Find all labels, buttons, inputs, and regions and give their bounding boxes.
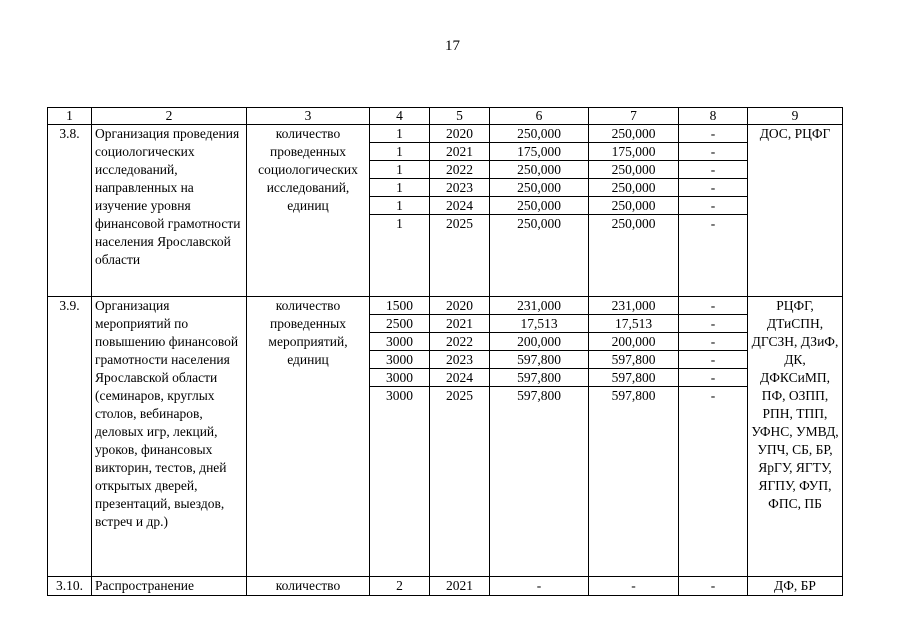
dash-value: - bbox=[679, 161, 747, 179]
executors: РЦФГ, ДТиСПН, ДГСЗН, ДЗиФ, ДК, ДФКСиМП, ПФ, ОЗПП, РПН, ТПП, УФНС, УМВД, УПЧ, СБ, БР, ЯрГУ, ЯГТУ, ЯГПУ, ФУП, ФПС, ПБ bbox=[748, 297, 843, 577]
quantity-value: 2 bbox=[370, 577, 430, 596]
dash-cell bbox=[679, 297, 748, 577]
table-row bbox=[48, 125, 843, 297]
column-header: 8 bbox=[679, 108, 748, 125]
dash-value: - bbox=[679, 351, 747, 369]
amount-value: 250,000 bbox=[490, 179, 588, 197]
dash-value: - bbox=[710, 216, 716, 231]
item-indicator: количество проведенных социологических исследований, единиц bbox=[247, 125, 370, 297]
quantity-value: 1500 bbox=[370, 297, 429, 315]
quantity-cell bbox=[370, 125, 430, 297]
amount-value: - bbox=[490, 577, 589, 596]
year-value: 2020 bbox=[430, 125, 489, 143]
year-value: 2022 bbox=[430, 333, 489, 351]
amount-value: 175,000 bbox=[589, 143, 678, 161]
amount-value: 200,000 bbox=[589, 333, 678, 351]
amount-cell bbox=[589, 297, 679, 577]
item-number: 3.10. bbox=[48, 577, 92, 596]
dash-value: - bbox=[710, 388, 716, 403]
year-cell bbox=[430, 297, 490, 577]
dash-value: - bbox=[679, 297, 747, 315]
year-value: 2021 bbox=[430, 315, 489, 333]
dash-cell bbox=[679, 125, 748, 297]
column-header: 7 bbox=[589, 108, 679, 125]
executors: ДФ, БР bbox=[748, 577, 843, 596]
amount-value: 250,000 bbox=[490, 125, 588, 143]
dash-value: - bbox=[679, 143, 747, 161]
item-name: Распространение bbox=[92, 577, 247, 596]
amount-value: - bbox=[589, 577, 679, 596]
year-cell bbox=[430, 125, 490, 297]
quantity-value: 2500 bbox=[370, 315, 429, 333]
column-header: 1 bbox=[48, 108, 92, 125]
dash-value: - bbox=[679, 369, 747, 387]
item-name: Организация мероприятий по повышению финансовой грамотности населения Ярославской области (семинаров, круглых столов, вебинаров, деловых игр, лекций, уроков, финансовых викторин, тестов, дней открытых дверей, презентаций, выездов, встреч и др.) bbox=[92, 297, 247, 577]
year-value: 2021 bbox=[430, 577, 490, 596]
column-header: 5 bbox=[430, 108, 490, 125]
quantity-value: 1 bbox=[370, 179, 429, 197]
amount-cell bbox=[589, 125, 679, 297]
column-header: 9 bbox=[748, 108, 843, 125]
amount-value: 17,513 bbox=[490, 315, 588, 333]
amount-value: 250,000 bbox=[589, 161, 678, 179]
quantity-value: 3000 bbox=[370, 369, 429, 387]
year-value: 2024 bbox=[430, 369, 489, 387]
year-value: 2025 bbox=[446, 388, 473, 403]
year-value: 2022 bbox=[430, 161, 489, 179]
amount-value: 250,000 bbox=[589, 125, 678, 143]
amount-cell bbox=[490, 125, 589, 297]
item-number: 3.8. bbox=[48, 125, 92, 297]
amount-value: 597,800 bbox=[589, 351, 678, 369]
column-header: 2 bbox=[92, 108, 247, 125]
amount-value: 597,800 bbox=[517, 388, 561, 403]
year-value: 2020 bbox=[430, 297, 489, 315]
dash-value: - bbox=[679, 315, 747, 333]
item-indicator: количество проведенных мероприятий, единиц bbox=[247, 297, 370, 577]
amount-value: 231,000 bbox=[589, 297, 678, 315]
dash-value: - bbox=[679, 125, 747, 143]
column-header: 6 bbox=[490, 108, 589, 125]
quantity-value: 1 bbox=[370, 161, 429, 179]
item-name: Организация проведения социологических исследований, направленных на изучение уровня финансовой грамотности населения Ярославской области bbox=[92, 125, 247, 297]
year-value: 2023 bbox=[430, 179, 489, 197]
dash-value: - bbox=[679, 577, 748, 596]
dash-value: - bbox=[679, 333, 747, 351]
amount-value: 597,800 bbox=[490, 369, 588, 387]
quantity-value: 3000 bbox=[370, 351, 429, 369]
item-number: 3.9. bbox=[48, 297, 92, 577]
amount-value: 250,000 bbox=[490, 197, 588, 215]
column-header: 3 bbox=[247, 108, 370, 125]
amount-value: 17,513 bbox=[589, 315, 678, 333]
amount-value: 597,800 bbox=[490, 351, 588, 369]
amount-value: 250,000 bbox=[490, 161, 588, 179]
year-value: 2021 bbox=[430, 143, 489, 161]
activity-plan-table bbox=[47, 107, 843, 596]
amount-value: 597,800 bbox=[611, 388, 656, 403]
quantity-cell bbox=[370, 297, 430, 577]
amount-value: 200,000 bbox=[490, 333, 588, 351]
dash-value: - bbox=[679, 179, 747, 197]
column-header: 4 bbox=[370, 108, 430, 125]
amount-value: 597,800 bbox=[589, 369, 678, 387]
dash-value: - bbox=[679, 197, 747, 215]
amount-value: 250,000 bbox=[517, 216, 561, 231]
amount-value: 250,000 bbox=[611, 216, 656, 231]
item-indicator: количество bbox=[247, 577, 370, 596]
amount-cell bbox=[490, 297, 589, 577]
table-row bbox=[48, 577, 843, 596]
quantity-value: 3000 bbox=[386, 388, 413, 403]
year-value: 2024 bbox=[430, 197, 489, 215]
table-header-row bbox=[48, 108, 843, 125]
executors: ДОС, РЦФГ bbox=[748, 125, 843, 297]
quantity-value: 1 bbox=[370, 143, 429, 161]
amount-value: 175,000 bbox=[490, 143, 588, 161]
page-number: 17 bbox=[445, 38, 460, 54]
quantity-value: 1 bbox=[370, 197, 429, 215]
year-value: 2023 bbox=[430, 351, 489, 369]
amount-value: 250,000 bbox=[589, 197, 678, 215]
amount-value: 250,000 bbox=[589, 179, 678, 197]
amount-value: 231,000 bbox=[490, 297, 588, 315]
year-value: 2025 bbox=[446, 216, 473, 231]
table-row bbox=[48, 297, 843, 577]
quantity-value: 3000 bbox=[370, 333, 429, 351]
quantity-value: 1 bbox=[370, 125, 429, 143]
quantity-value: 1 bbox=[396, 216, 403, 231]
